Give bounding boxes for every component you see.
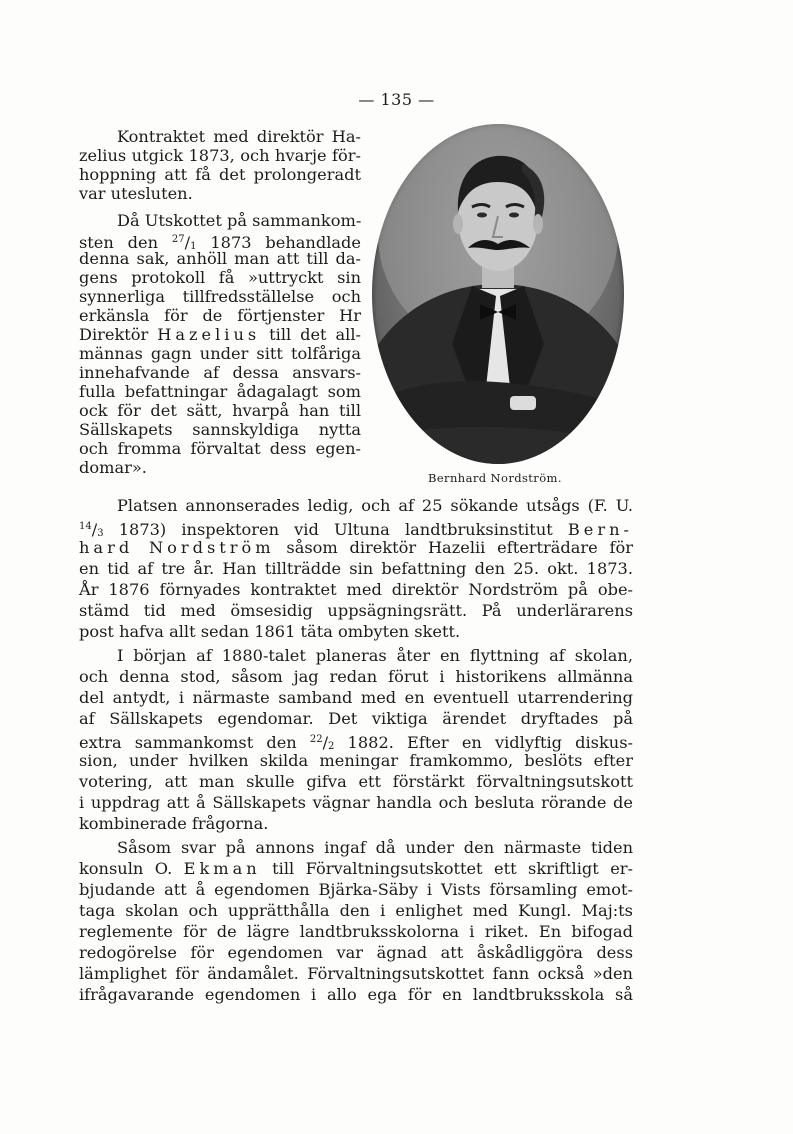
text-line: erkänsla för de förtjenster Hr — [79, 306, 361, 325]
text-line: redogörelse för egendomen var ägnad att åskådliggöra dess — [79, 943, 633, 962]
text-line: ifrågavarande egendomen i allo ega för en landtbruksskola så — [79, 985, 633, 1004]
text-line: var utesluten. — [79, 184, 193, 203]
text-line: en tid af tre år. Han tillträdde sin befattning den 25. okt. 1873. — [79, 559, 633, 578]
text-line: konsuln O. Ekman till Förvaltningsutskottet ett skriftligt er- — [79, 859, 633, 878]
text-line: stämd tid med ömsesidig uppsägningsrätt. På underlärarens — [79, 601, 633, 620]
spaced-name: hard Nordström — [79, 538, 275, 557]
text-line: sten den $^{27}/_1$ 1873 behandlade — [79, 233, 361, 252]
text-line: gens protokoll få »uttryckt sin — [79, 268, 361, 287]
text-line: I början af 1880-talet planeras åter en flyttning af skolan, — [117, 646, 633, 665]
text-line: fulla befattningar ådagalagt som — [79, 382, 361, 401]
text-line: kombinerade frågorna. — [79, 814, 269, 833]
text-line: sion, under hvilken skilda meningar framkommo, beslöts efter — [79, 751, 633, 770]
text-line: bjudande att å egendomen Bjärka-Säby i Vists församling emot- — [79, 880, 633, 899]
text-line: År 1876 förnyades kontraktet med direktör Nordström på obe- — [79, 580, 633, 599]
portrait-photo — [372, 124, 624, 464]
text-line: $^{14}/_3$ 1873) inspektoren vid Ultuna landtbruksinstitut Bern- — [79, 520, 633, 539]
page-number: — 135 — — [358, 90, 435, 109]
text-line: post hafva allt sedan 1861 täta ombyten skett. — [79, 622, 461, 641]
text-line: Platsen annonserades ledig, och af 25 sökande utsågs (F. U. — [117, 496, 633, 515]
text-line: ock för det sätt, hvarpå han till — [79, 401, 361, 420]
text-line: domar». — [79, 458, 147, 477]
text-line: extra sammankomst den $^{22}/_2$ 1882. Efter en vidlyftig diskus- — [79, 733, 633, 752]
text-line: Såsom svar på annons ingaf då under den närmaste tiden — [117, 838, 633, 857]
text-line: männas gagn under sitt tolfåriga — [79, 344, 361, 363]
spaced-name: Hazelius — [157, 325, 261, 344]
text-line: och denna stod, såsom jag redan förut i historikens allmänna — [79, 667, 633, 686]
text-line: Kontraktet med direktör Ha- — [117, 127, 361, 146]
text-line: hoppning att få det prolongeradt — [79, 165, 361, 184]
text-line: lämplighet för ändamålet. Förvaltningsutskottet fann också »den — [79, 964, 633, 983]
portrait-caption: Bernhard Nordström. — [428, 471, 562, 485]
portrait-illustration — [372, 124, 624, 464]
text-line: votering, att man skulle gifva ett förstärkt förvaltningsutskott — [79, 772, 633, 791]
spaced-name: Ekman — [183, 859, 261, 878]
text-line: innehafvande af dessa ansvars- — [79, 363, 361, 382]
text-line: reglemente för de lägre landtbruksskolorna i riket. En bifogad — [79, 922, 633, 941]
text-line: del antydt, i närmaste samband med en eventuell utarrendering — [79, 688, 633, 707]
text-line: och fromma förvaltat dess egen- — [79, 439, 361, 458]
text-line: Sällskapets sannskyldiga nytta — [79, 420, 361, 439]
text-line: denna sak, anhöll man att till da- — [79, 249, 361, 268]
spaced-name: Bern- — [567, 520, 633, 539]
text-line: zelius utgick 1873, och hvarje för- — [79, 146, 361, 165]
text-line: Då Utskottet på sammankom- — [117, 211, 362, 230]
text-line: synnerliga tillfredsställelse och — [79, 287, 361, 306]
text-line: hard Nordström såsom direktör Hazelii efterträdare för — [79, 538, 633, 557]
text-line: i uppdrag att å Sällskapets vägnar handla och besluta rörande de — [79, 793, 633, 812]
text-line: taga skolan och upprätthålla den i enlighet med Kungl. Maj:ts — [79, 901, 633, 920]
text-line: Direktör Hazelius till det all- — [79, 325, 361, 344]
text-line: af Sällskapets egendomar. Det viktiga ärendet dryftades på — [79, 709, 633, 728]
